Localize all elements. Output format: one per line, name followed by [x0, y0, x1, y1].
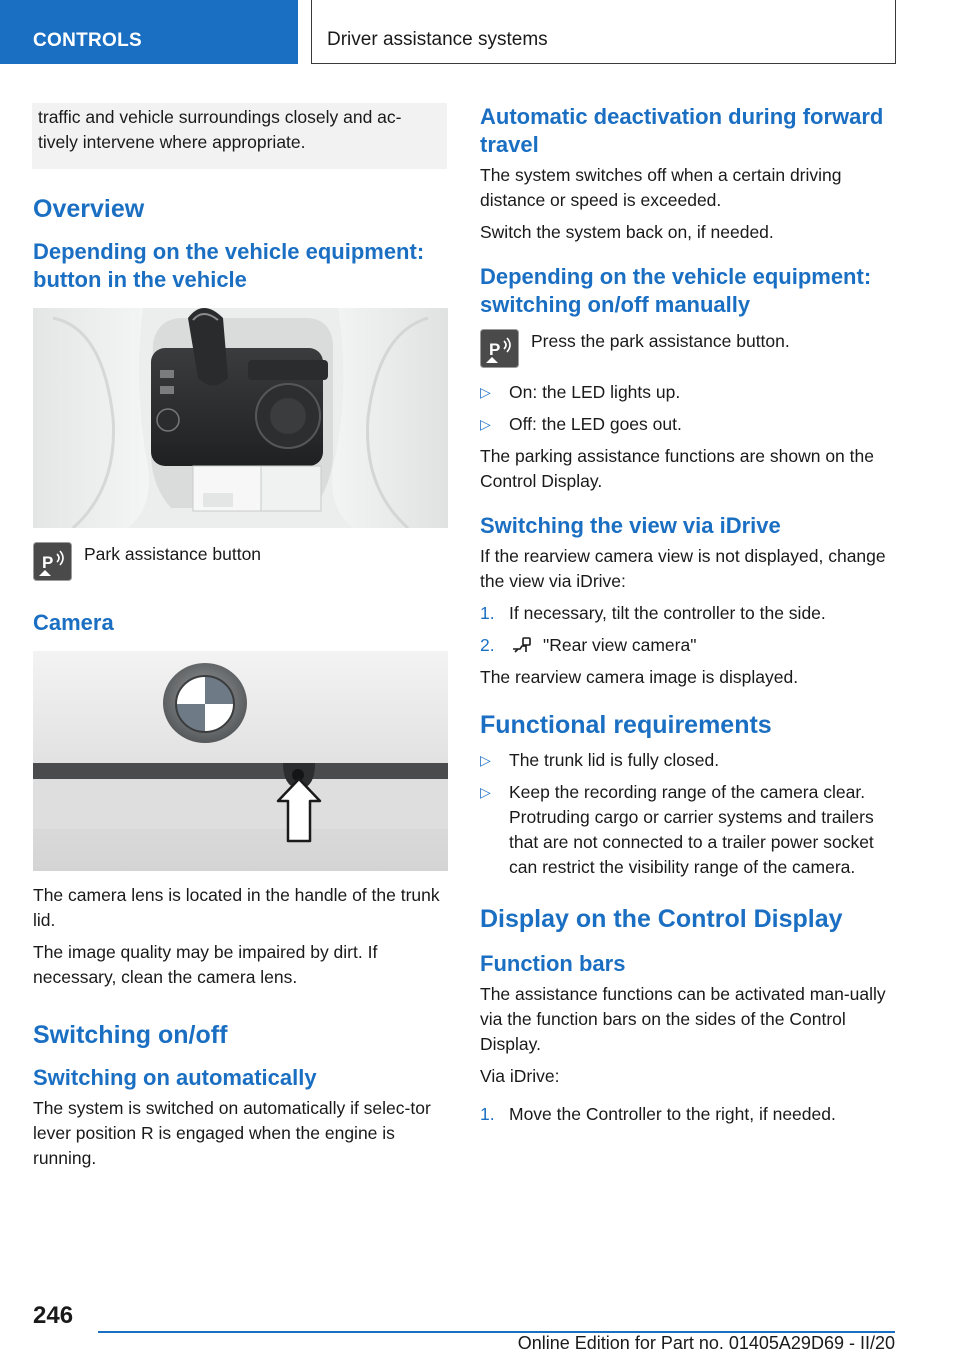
- edition-text: Online Edition for Part no. 01405A29D69 - II/20: [517, 1333, 895, 1353]
- rear-camera-icon: [511, 636, 533, 654]
- manual-text-2: The parking assistance functions are shown on the Control Display.: [480, 446, 874, 491]
- auto-heading: Switching on automatically: [33, 1065, 317, 1090]
- bars-text: The assistance functions can be activated man‐ually via the function bars on the sides of the Control Display.: [480, 984, 886, 1054]
- intro-text: traffic and vehicle surroundings closely and ac‐tively intervene where appropriate.: [38, 107, 402, 152]
- manual-list: [480, 380, 895, 437]
- manual-heading: Depending on the vehicle equipment: switching on/off manually: [480, 264, 872, 317]
- svg-text:P: P: [489, 340, 501, 359]
- park-assist-icon: [480, 329, 519, 368]
- page-number: 246: [33, 1302, 74, 1329]
- header-section: CONTROLS: [0, 0, 298, 64]
- header-chapter: Driver assistance systems: [311, 0, 896, 64]
- overview-heading: Overview: [33, 195, 145, 223]
- auto-text: The system is switched on automatically if selec‐tor lever position R is engaged when the engine is running.: [33, 1098, 431, 1168]
- list-item: ▷ Keep the recording range of the camera clear. Protruding cargo or carrier systems and trailers that are not connected to a trailer power socket can restrict the visibility range of the camera.: [480, 782, 874, 877]
- requirements-list: [480, 748, 895, 880]
- left-column: [33, 103, 447, 1178]
- requirements-heading: Functional requirements: [480, 711, 772, 739]
- deactivation-text-2: Switch the system back on, if needed.: [480, 222, 774, 242]
- deactivation-text-1: The system switches off when a certain driving distance or speed is exceeded.: [480, 165, 842, 210]
- triangle-bullet-icon: ▷: [480, 784, 491, 800]
- console-photo: [33, 308, 448, 528]
- bars-steps: [480, 1102, 895, 1127]
- button-heading: Depending on the vehicle equipment: button in the vehicle: [33, 239, 425, 292]
- camera-text-1: The camera lens is located in the handle of the trunk lid.: [33, 885, 440, 930]
- list-item: 2. "Rear view camera": [480, 635, 697, 655]
- svg-text:P: P: [42, 553, 54, 572]
- manual-row: [480, 329, 895, 368]
- list-item: 1. If necessary, tilt the controller to the side.: [480, 603, 826, 623]
- camera-text-2: The image quality may be impaired by dirt. If necessary, clean the camera lens.: [33, 942, 378, 987]
- camera-heading: Camera: [33, 610, 114, 635]
- triangle-bullet-icon: ▷: [480, 752, 491, 768]
- view-text: If the rearview camera view is not displayed, change the view via iDrive:: [480, 546, 886, 591]
- view-text-2: The rearview camera image is displayed.: [480, 667, 799, 687]
- list-item: 1. Move the Controller to the right, if needed.: [480, 1104, 836, 1124]
- intro-box: [32, 103, 447, 169]
- camera-photo: [33, 651, 448, 871]
- view-heading: Switching the view via iDrive: [480, 513, 781, 538]
- deactivation-heading: Automatic deactivation during forward travel: [480, 104, 884, 157]
- view-steps: [480, 601, 895, 658]
- bars-heading: Function bars: [480, 951, 626, 976]
- button-caption: Park assistance button: [84, 544, 262, 564]
- list-item: ▷ The trunk lid is fully closed.: [480, 748, 895, 773]
- list-item: ▷ On: the LED lights up.: [480, 380, 895, 405]
- right-column: [480, 103, 895, 1134]
- button-caption-row: [33, 542, 447, 581]
- list-item: ▷ Off: the LED goes out.: [480, 412, 895, 437]
- triangle-bullet-icon: ▷: [480, 416, 491, 432]
- switch-heading: Switching on/off: [33, 1021, 228, 1049]
- display-heading: Display on the Control Display: [480, 905, 843, 933]
- triangle-bullet-icon: ▷: [480, 384, 491, 400]
- via-text: Via iDrive:: [480, 1066, 560, 1086]
- park-assist-icon: [33, 542, 72, 581]
- manual-text: Press the park assistance button.: [531, 331, 790, 351]
